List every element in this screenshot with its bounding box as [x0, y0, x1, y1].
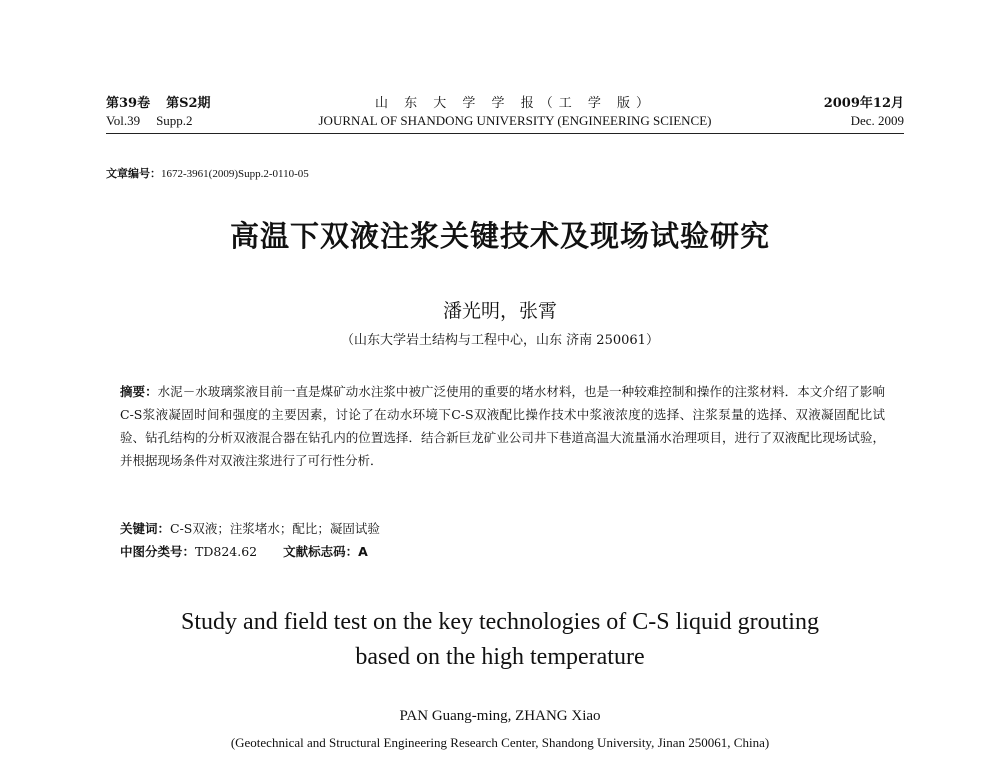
doc-code-value: A	[358, 544, 368, 559]
abstract	[120, 380, 885, 472]
issue-cn: 第S2期	[166, 96, 211, 111]
clc-value: TD824.62	[195, 544, 258, 559]
keywords	[120, 517, 380, 540]
article-id	[106, 165, 309, 181]
clc-label: 中图分类号：	[120, 544, 196, 559]
title-en-line2: based on the high temperature	[355, 644, 645, 670]
journal-name-en: JOURNAL OF SHANDONG UNIVERSITY (ENGINEERING SCIENCE)	[318, 113, 712, 128]
article-id-label: 文章编号：	[106, 167, 161, 180]
journal-name-cn: 山 东 大 学 学 报（工 学 版）	[375, 96, 655, 111]
article-id-value: 1672-3961(2009)Supp.2-0110-05	[161, 168, 309, 180]
title-en-line1: Study and field test on the key technologies of C-S liquid grouting	[181, 609, 819, 635]
classification	[120, 540, 368, 563]
authors-cn: 潘光明，张霄	[442, 300, 557, 322]
volume-en: Vol.39	[106, 113, 141, 128]
volume-cn: 第39卷	[106, 96, 151, 111]
header-divider	[106, 133, 904, 134]
abstract-text: 水泥－水玻璃浆液目前一直是煤矿动水注浆中被广泛使用的重要的堵水材料，也是一种较难控制和操作的注浆材料．本文介绍了影响C-S浆液凝固时间和强度的主要因素，讨论了在动水环境下C-S双液配比操作技术中浆液浓度的选择、注浆泵量的选择、双液凝固配比试验、钻孔结构的分析双液混合器在钻孔内的位置选择．结合新巨龙矿业公司井下巷道高温大流量涌水治理项目，进行了双液配比现场试验，并根据现场条件对双液注浆进行了可行性分析．	[120, 384, 885, 468]
issue-en: Supp.2	[156, 113, 193, 128]
date-cn: 2009年12月	[823, 96, 904, 111]
authors-en: PAN Guang-ming, ZHANG Xiao	[399, 708, 601, 724]
page-title-cn: 高温下双液注浆关键技术及现场试验研究	[229, 219, 770, 253]
affiliation-en: (Geotechnical and Structural Engineering Research Center, Shandong University, Jinan 250061, China)	[230, 735, 770, 750]
header-date	[824, 95, 904, 129]
keywords-text: C-S双液；注浆堵水；配比；凝固试验	[170, 521, 380, 536]
date-en: Dec. 2009	[850, 113, 904, 128]
header-journal	[300, 95, 730, 129]
doc-code-label: 文献标志码：	[283, 544, 359, 559]
affiliation-cn: （山东大学岩土结构与工程中心，山东 济南 250061）	[341, 333, 659, 348]
header-volume-issue	[106, 95, 211, 129]
keywords-label: 关键词：	[120, 521, 171, 536]
page-title-en	[0, 605, 1000, 675]
abstract-label: 摘要：	[120, 384, 158, 399]
